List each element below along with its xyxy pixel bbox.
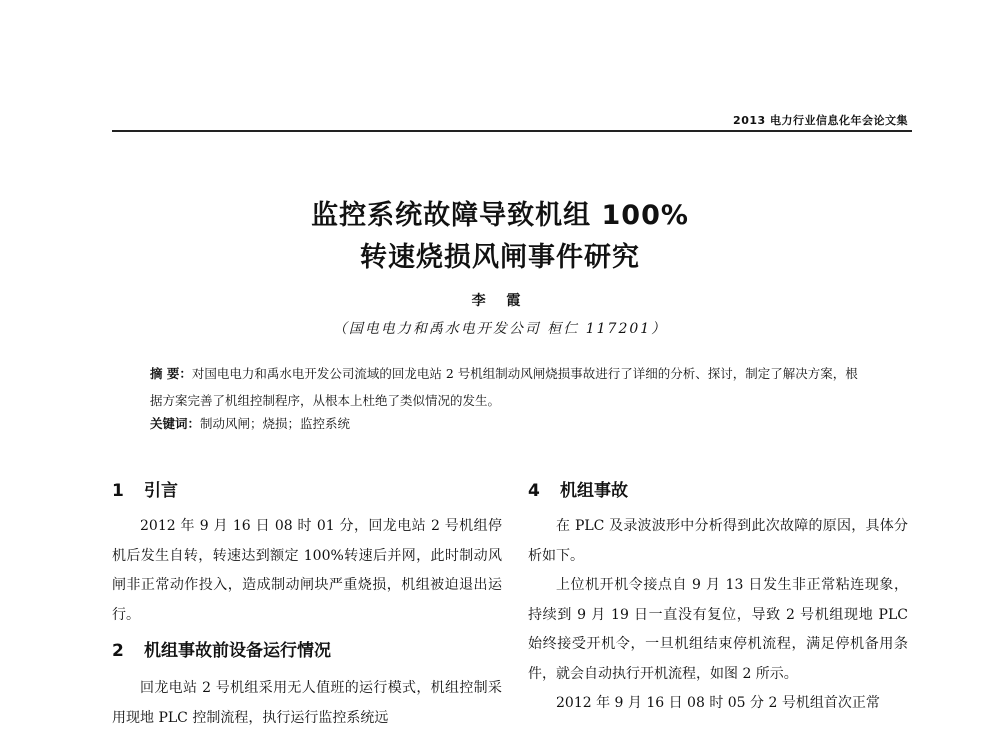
header-rule [112, 130, 912, 132]
paper-title-line-1: 监控系统故障导致机组 100% [311, 200, 689, 231]
abstract-text: 对国电电力和禹水电开发公司流域的回龙电站 2 号机组制动风闸烧损事故进行了详细的分析、探讨，制定了解决方案，根据方案完善了机组控制程序，从根本上杜绝了类似情况的发生。 [150, 366, 858, 408]
section-1-paragraph: 2012 年 9 月 16 日 08 时 01 分，回龙电站 2 号机组停机后发生自转，转速达到额定 100%转速后并网，此时制动风闸非正常动作投入，造成制动闸块严重烧损，机组被迫退出运行。 [112, 518, 502, 623]
abstract-label: 摘 要： [150, 366, 192, 381]
section-heading-2 [112, 636, 331, 661]
section-2-paragraph: 回龙电站 2 号机组采用无人值班的运行模式，机组控制采用现地 PLC 控制流程，执行运行监控系统远 [112, 680, 502, 726]
section-4-paragraph-2: 上位机开机令接点自 9 月 13 日发生非正常粘连现象，持续到 9 月 19 日一直没有复位，导致 2 号机组现地 PLC 始终接受开机令，一旦机组结束停机流程，满足停机备用条件，就会自动执行开机流程，如图 2 所示。 [528, 577, 908, 682]
keywords-text: 制动风闸；烧损；监控系统 [200, 416, 351, 431]
section-title-1: 引言 [144, 481, 178, 501]
paper-title-line-2: 转速烧损风闸事件研究 [360, 242, 640, 273]
section-title-2: 机组事故前设备运行情况 [144, 641, 331, 661]
section-number-4: 4 [528, 481, 540, 501]
section-heading-4 [528, 476, 628, 501]
section-title-4: 机组事故 [560, 481, 628, 501]
section-number-2: 2 [112, 641, 124, 661]
section-4-paragraph-1: 在 PLC 及录波波形中分析得到此次故障的原因，具体分析如下。 [528, 518, 908, 564]
header-proceedings-title: 2013 电力行业信息化年会论文集 [733, 114, 908, 127]
author-name: 李 霞 [471, 293, 529, 309]
abstract [150, 360, 870, 414]
author-affiliation: （国电电力和禹水电开发公司 桓仁 117201） [332, 321, 668, 337]
section-heading-1 [112, 476, 178, 501]
section-4-paragraph-3: 2012 年 9 月 16 日 08 时 05 分 2 号机组首次正常 [556, 695, 880, 711]
keywords [150, 414, 870, 434]
keywords-label: 关键词： [150, 416, 201, 431]
section-number-1: 1 [112, 481, 124, 501]
